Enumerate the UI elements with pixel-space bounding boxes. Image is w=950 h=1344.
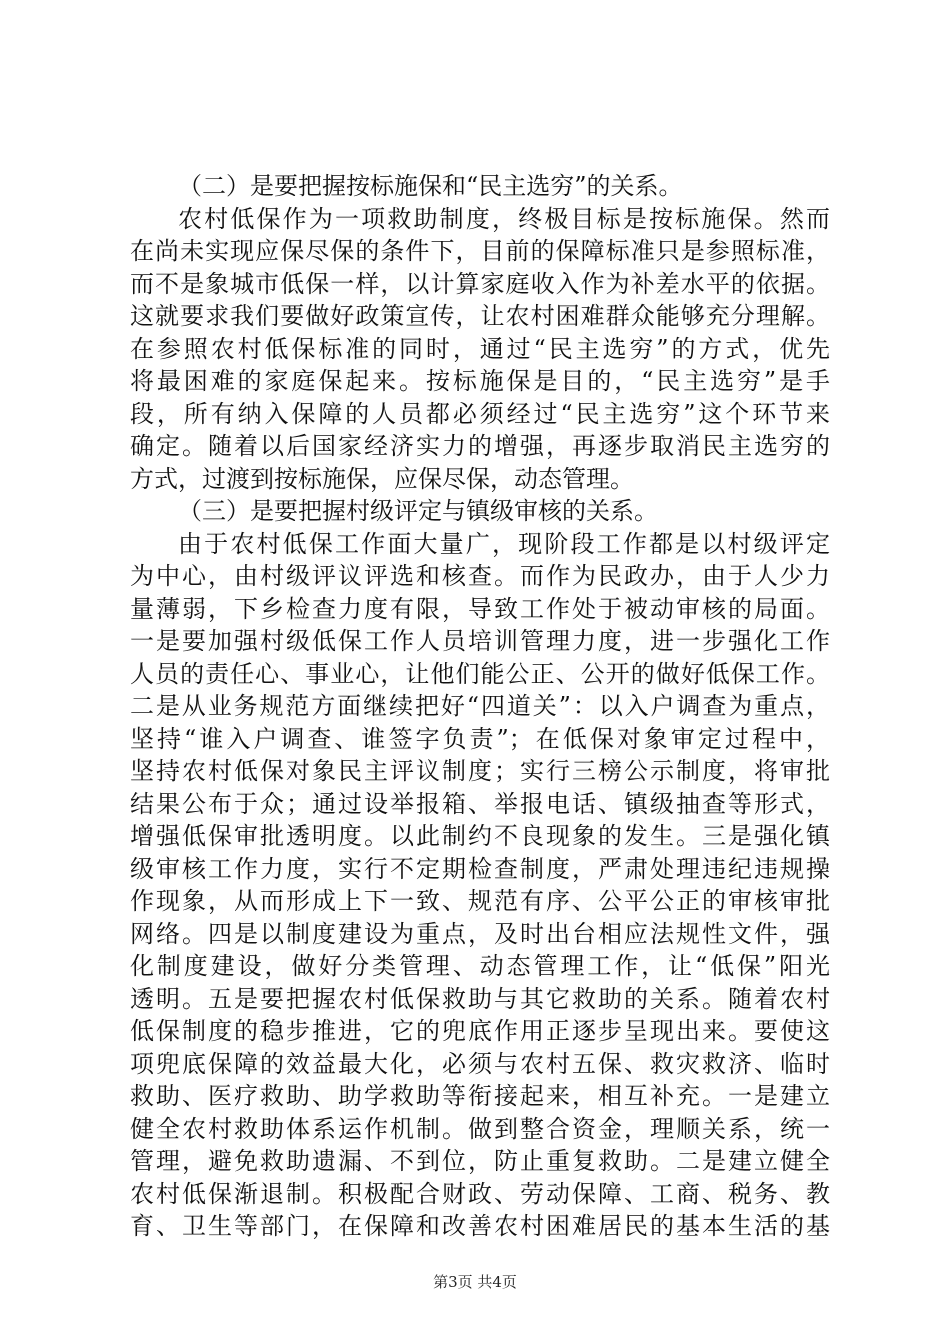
text-line: 低保制度的稳步推进，它的兜底作用正逐步呈现出来。要使这: [130, 1017, 830, 1045]
text-line: 这就要求我们要做好政策宣传，让农村困难群众能够充分理解。: [130, 302, 830, 330]
paragraph: [130, 170, 830, 203]
paragraph: [130, 203, 830, 496]
text-line: 确定。随着以后国家经济实力的增强，再逐步取消民主选穷的: [130, 432, 830, 460]
text-line: 结果公布于众；通过设举报箱、举报电话、镇级抽查等形式，: [130, 789, 830, 818]
text-line: （二）是要把握按标施保和“民主选穷”的关系。: [178, 172, 683, 200]
text-line: 救助、医疗救助、助学救助等衔接起来，相互补充。一是建立: [130, 1082, 830, 1110]
text-line: 为中心，由村级评议评选和核查。而作为民政办，由于人少力: [130, 562, 830, 590]
text-line: 量薄弱，下乡检查力度有限，导致工作处于被动审核的局面。: [130, 594, 830, 623]
text-line: 由于农村低保工作面大量广，现阶段工作都是以村级评定: [178, 529, 830, 558]
text-line: 农村低保渐退制。积极配合财政、劳动保障、工商、税务、教: [130, 1179, 830, 1208]
text-line: 增强低保审批透明度。以此制约不良现象的发生。三是强化镇: [130, 822, 830, 850]
text-line: 而不是象城市低保一样，以计算家庭收入作为补差水平的依据。: [130, 269, 830, 298]
text-line: 作现象，从而形成上下一致、规范有序、公平公正的审核审批: [130, 887, 830, 915]
text-line: 项兜底保障的效益最大化，必须与农村五保、救灾救济、临时: [130, 1049, 830, 1078]
text-line: 管理，避免救助遗漏、不到位，防止重复救助。二是建立健全: [130, 1147, 830, 1175]
text-line: 坚持“谁入户调查、谁签字负责”；在低保对象审定过程中，: [130, 724, 830, 753]
text-line: 在尚未实现应保尽保的条件下，目前的保障标准只是参照标准，: [130, 237, 830, 265]
text-line: 在参照农村低保标准的同时，通过“民主选穷”的方式，优先: [130, 334, 830, 363]
page-footer: 第3页 共4页: [433, 1273, 517, 1291]
text-line: 方式，过渡到按标施保，应保尽保，动态管理。: [130, 464, 634, 493]
paragraph: [130, 495, 830, 528]
text-line: （三）是要把握村级评定与镇级审核的关系。: [178, 497, 658, 525]
text-line: 化制度建设，做好分类管理、动态管理工作，让“低保”阳光: [130, 952, 830, 980]
paragraph: [130, 528, 830, 1243]
text-line: 一是要加强村级低保工作人员培训管理力度，进一步强化工作: [130, 627, 830, 655]
text-line: 级审核工作力度，实行不定期检查制度，严肃处理违纪违规操: [130, 854, 830, 883]
text-line: 二是从业务规范方面继续把好“四道关”：以入户调查为重点，: [130, 692, 830, 720]
text-line: 坚持农村低保对象民主评议制度；实行三榜公示制度，将审批: [130, 757, 830, 785]
text-line: 育、卫生等部门，在保障和改善农村困难居民的基本生活的基: [130, 1212, 830, 1240]
text-line: 将最困难的家庭保起来。按标施保是目的，“民主选穷”是手: [130, 367, 830, 395]
text-line: 段，所有纳入保障的人员都必须经过“民主选穷”这个环节来: [130, 399, 830, 428]
text-line: 农村低保作为一项救助制度，终极目标是按标施保。然而: [178, 204, 830, 233]
document-body: [130, 170, 830, 1243]
text-line: 透明。五是要把握农村低保救助与其它救助的关系。随着农村: [130, 984, 830, 1013]
text-line: 网络。四是以制度建设为重点，及时出台相应法规性文件，强: [130, 919, 830, 948]
text-line: 人员的责任心、事业心，让他们能公正、公开的做好低保工作。: [130, 659, 830, 688]
text-line: 健全农村救助体系运作机制。做到整合资金，理顺关系，统一: [130, 1114, 830, 1143]
